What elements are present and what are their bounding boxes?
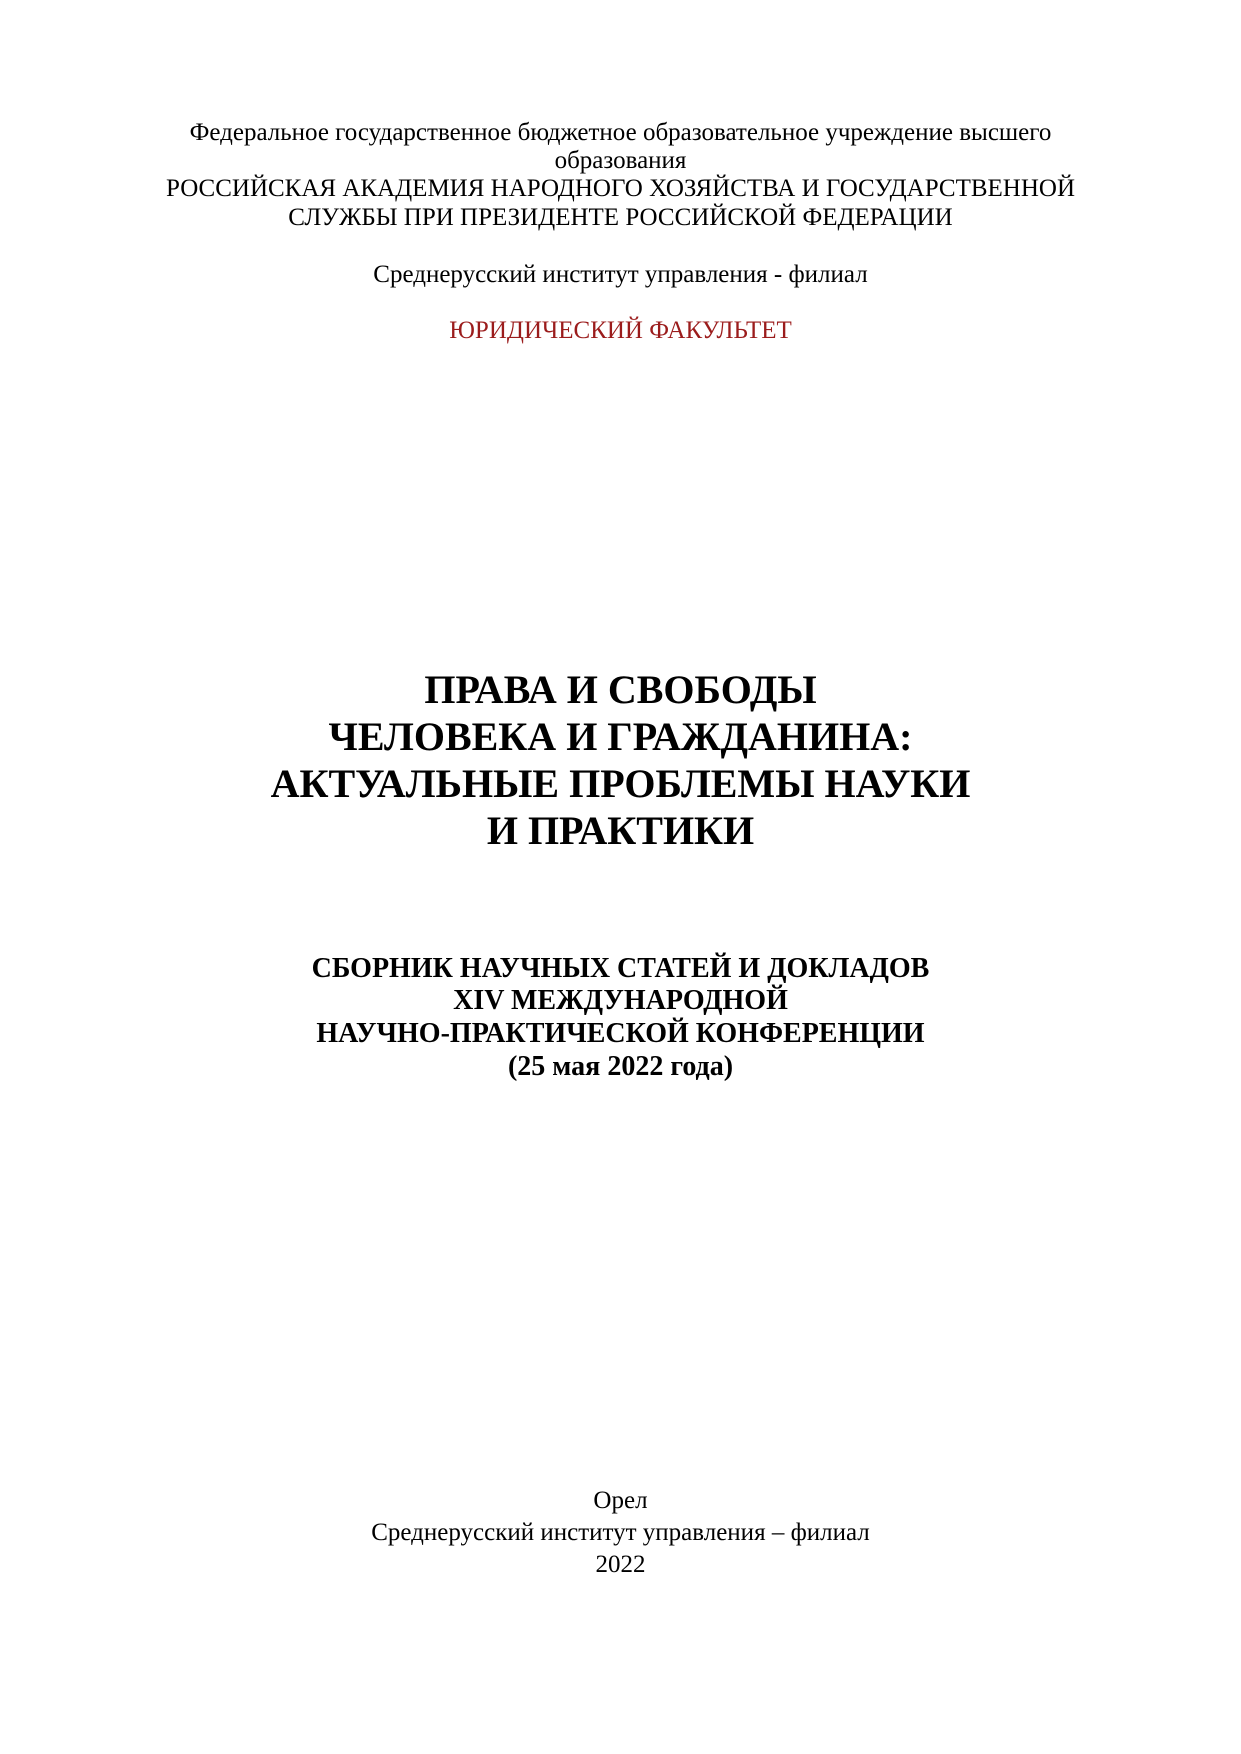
faculty-name: ЮРИДИЧЕСКИЙ ФАКУЛЬТЕТ [449, 317, 792, 344]
institution-type-line-continued: образования [554, 147, 687, 174]
subtitle-line: СБОРНИК НАУЧНЫХ СТАТЕЙ И ДОКЛАДОВ [311, 953, 930, 984]
subtitle-line: XIV МЕЖДУНАРОДНОЙ [453, 985, 788, 1016]
institution-type-line: Федеральное государственное бюджетное образовательное учреждение высшего [189, 119, 1052, 146]
academy-name-line-continued: СЛУЖБЫ ПРИ ПРЕЗИДЕНТЕ РОССИЙСКОЙ ФЕДЕРАЦИИ [288, 204, 953, 231]
book-title-line: АКТУАЛЬНЫЕ ПРОБЛЕМЫ НАУКИ [270, 761, 971, 806]
imprint-city: Орел [593, 1487, 648, 1514]
book-title-line: ПРАВА И СВОБОДЫ [424, 667, 817, 712]
imprint-year: 2022 [595, 1551, 646, 1578]
imprint-publisher: Среднерусский институт управления – филиал [371, 1519, 870, 1546]
institute-name: Среднерусский институт управления - филиал [373, 261, 868, 288]
subtitle-line: НАУЧНО-ПРАКТИЧЕСКОЙ КОНФЕРЕНЦИИ [316, 1018, 925, 1049]
book-title-line: ЧЕЛОВЕКА И ГРАЖДАНИНА: [328, 714, 913, 759]
book-title-line: И ПРАКТИКИ [486, 808, 755, 853]
conference-date: (25 мая 2022 года) [507, 1051, 734, 1082]
academy-name-line: РОССИЙСКАЯ АКАДЕМИЯ НАРОДНОГО ХОЗЯЙСТВА И ГОСУДАРСТВЕННОЙ [165, 175, 1076, 202]
